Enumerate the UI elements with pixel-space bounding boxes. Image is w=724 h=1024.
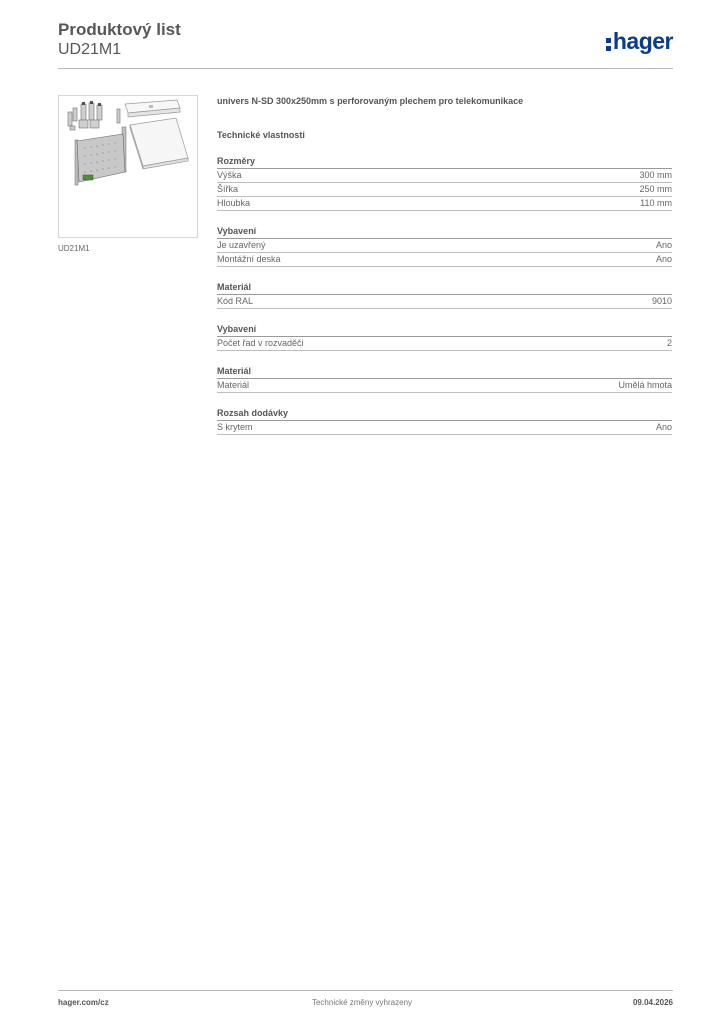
spec-label: Je uzavřený [217, 240, 266, 250]
spec-value: 300 mm [639, 170, 672, 180]
header-divider [58, 68, 673, 69]
spec-section-material [217, 281, 672, 309]
spec-label: Montážní deska [217, 254, 281, 264]
spec-value: Ano [655, 422, 672, 432]
spec-row [217, 337, 672, 351]
spec-row [217, 379, 672, 393]
product-details [217, 95, 672, 435]
spec-row [217, 253, 672, 267]
spec-value: Ano [655, 254, 672, 264]
product-description: univers N-SD 300x250mm s perforovaným plechem pro telekomunikace [217, 96, 524, 106]
spec-section-equipment [217, 225, 672, 267]
spec-value: 250 mm [639, 184, 672, 194]
spec-label: Materiál [217, 380, 250, 390]
section-title: Materiál [217, 281, 672, 295]
section-title: Rozsah dodávky [217, 407, 672, 421]
technical-properties-heading: Technické vlastnosti [217, 130, 305, 140]
spec-label: Hloubka [217, 198, 251, 208]
spec-label: S krytem [217, 422, 253, 432]
spec-label: Počet řad v rozvaděči [217, 338, 304, 348]
spec-label: Kód RAL [217, 296, 254, 306]
spec-value: 110 mm [640, 198, 672, 208]
footer-note: Technické změny vyhrazeny [311, 998, 413, 1007]
spec-row [217, 197, 672, 211]
spec-value: 9010 [651, 296, 672, 306]
section-title: Vybavení [217, 225, 672, 239]
spec-row [217, 183, 672, 197]
spec-label: Výška [217, 170, 242, 180]
spec-row [217, 295, 672, 309]
spec-value: Umělá hmota [618, 380, 672, 390]
section-title: Materiál [217, 365, 672, 379]
page-title: Produktový list [58, 20, 181, 39]
enclosure-kit-illustration [59, 96, 197, 237]
spec-row [217, 169, 672, 183]
spec-label: Šířka [217, 184, 239, 194]
spec-value: 2 [666, 338, 672, 348]
product-image-caption: UD21M1 [58, 244, 90, 253]
hager-logo [606, 28, 673, 54]
logo-mark-icon [606, 36, 611, 51]
footer-divider [58, 990, 673, 991]
spec-section-material-type [217, 365, 672, 393]
spec-row [217, 421, 672, 435]
spec-section-equipment-rows [217, 323, 672, 351]
spec-section-scope-of-delivery [217, 407, 672, 435]
section-title: Rozměry [217, 155, 672, 169]
footer-website-link[interactable]: hager.com/cz [58, 998, 109, 1007]
spec-value: Ano [655, 240, 672, 250]
section-title: Vybavení [217, 323, 672, 337]
logo-text: hager [612, 28, 673, 54]
footer-date: 09.04.2026 [632, 998, 673, 1007]
product-code: UD21M1 [58, 41, 122, 58]
spec-section-dimensions [217, 155, 672, 211]
spec-row [217, 239, 672, 253]
product-image [58, 95, 198, 238]
